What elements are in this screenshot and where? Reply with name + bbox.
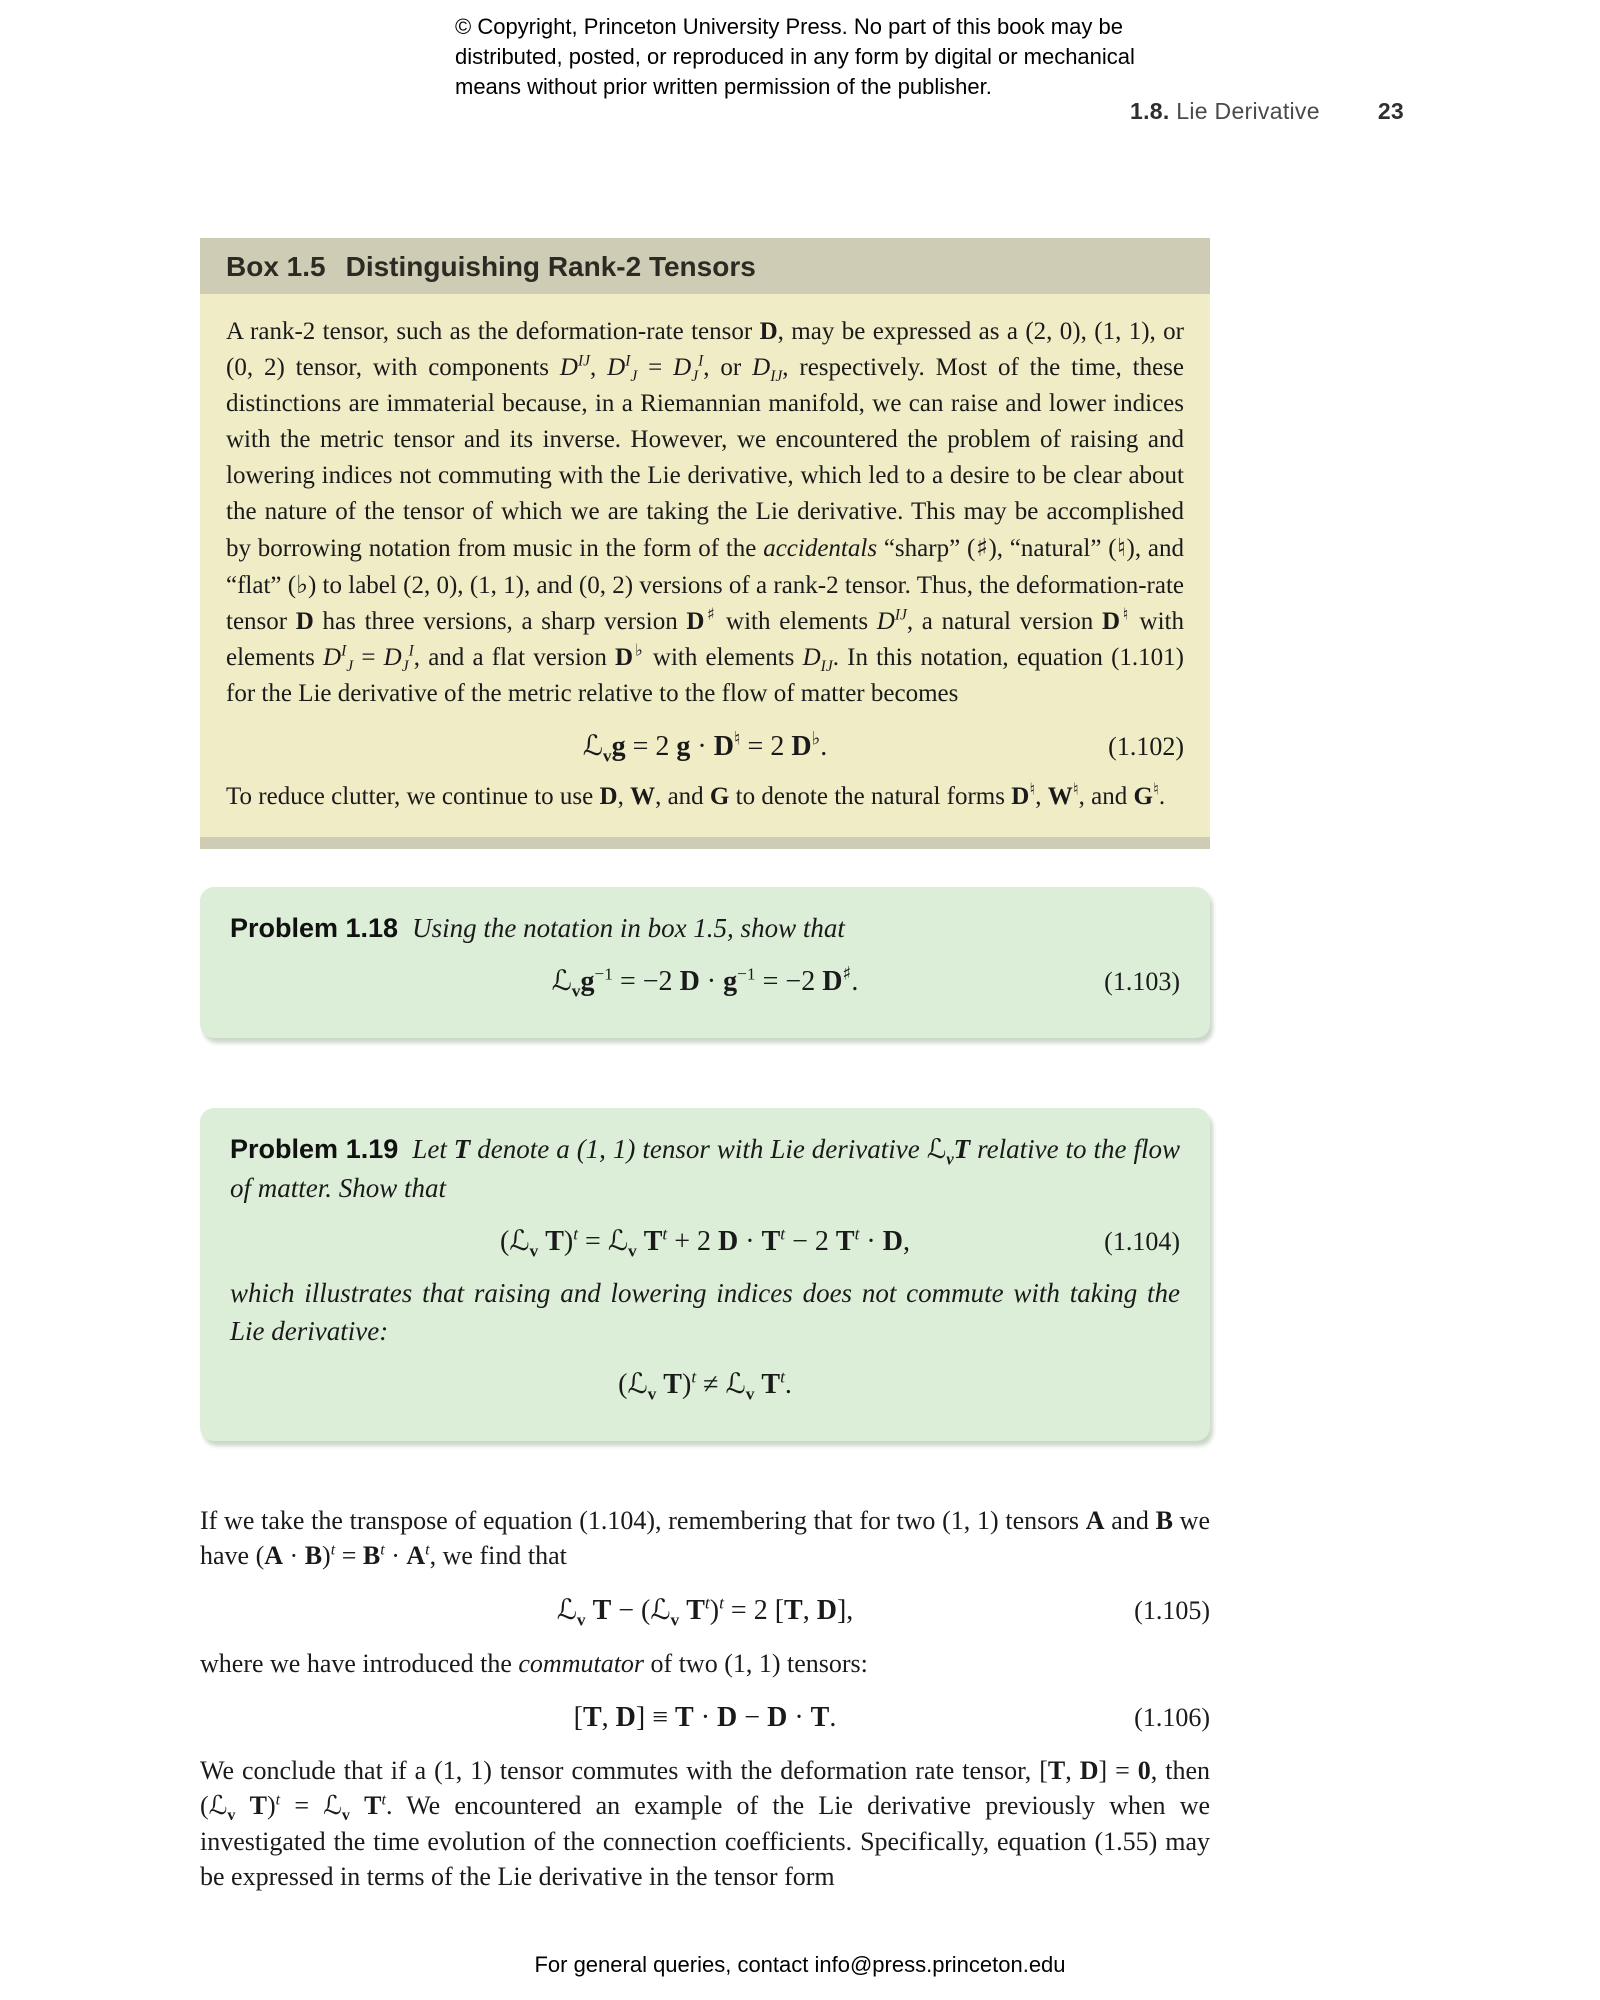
box-paragraph: A rank-2 tensor, such as the deformation-rate tensor D, may be expressed as a (2, 0), (1, 1), or (0, 2) tensor, with components $D^{IJ}$, $D^I_J = D_J^I$, or $D_{IJ}$, respectively. Most of the time, these distinctions are immaterial because, in a Riemannian manifold, we can raise and lower indices with the metric tensor and its inverse. However, we encountered the problem of raising and lowering indices not commuting with the Lie derivative, which led to a desire to be clear about the nature of the tensor of which we are taking the Lie derivative. This may be accomplished by borrowing notation from music in the form of the accidentals “sharp” (♯), “natural” (♮), and “flat” (♭) to label (2, 0), (1, 1), and (0, 2) versions of a rank-2 tensor. Thus, the deformation-rate tensor D has three versions, a sharp version D♯ with elements $D^{IJ}$, a natural version D♮ with elements $D^I_J = D_J^I$, and a flat version D♭ with elements $D_{IJ}$. In this notation, equation (1.101) for the Lie derivative of the metric relative to the flow of matter becomes [226,318,1185,707]
box-1-5 [200,238,1210,849]
equation-number: (1.102) [1108,731,1184,761]
problem-statement [230,1130,1180,1207]
problem-label: Problem 1.19 [230,1134,399,1164]
equation-body: ℒ$_v$ T − (ℒ$_v$ $T^t)^t = 2$ [T, D], [556,1593,854,1630]
problem-statement-text: Let T denote a (1, 1) tensor with Lie derivative ℒ$_v$T relative to the flow of matter. Show that [230,1134,1180,1203]
problem-statement-text: Using the notation in box 1.5, show that [412,913,845,943]
equation-1-105 [200,1590,1210,1631]
equation-body: (ℒ$_v$ T)$^t$ ≠ ℒ$_v$ $T^t$. [618,1367,792,1404]
section-number: 1.8. [1130,98,1170,124]
box-bottom-strip [200,837,1210,849]
equation-number: (1.103) [1104,966,1180,996]
problem-label: Problem 1.18 [230,913,399,943]
box-body [200,294,1210,837]
equation-body: [T, D] ≡ T · D − D · T. [573,1702,837,1733]
footer-contact: For general queries, contact info@press.princeton.edu [534,1952,1066,1977]
equation-1-102 [226,726,1184,767]
body-paragraph: We conclude that if a (1, 1) tensor commutes with the deformation rate tensor, [T, D] = 0, then (ℒ$_v$ T)$^t$ = ℒ$_v$ $T^t$. We encountered an example of the Lie derivative previously when we investigated the time evolution of the connection coefficients. Specifically, equation (1.55) may be expressed in terms of the Lie derivative in the tensor form [200,1756,1211,1891]
equation-number: (1.105) [1134,1595,1210,1625]
equation-body: ℒ$_v$g = 2 g · D♮ = 2 D♭. [582,728,828,766]
equation-1-103 [230,961,1180,1002]
box-title: Distinguishing Rank-2 Tensors [345,251,756,282]
body-paragraph: where we have introduced the commutator of two (1, 1) tensors: [200,1649,868,1678]
copyright-line: distributed, posted, or reproduced in any form by digital or mechanical [455,44,1135,69]
equation-unnumbered [230,1364,1180,1405]
equation-number: (1.106) [1134,1703,1210,1732]
problem-1-18 [200,887,1210,1038]
equation-body: (ℒ$_v$ T)$^t$ = ℒ$_v$ $T^t + 2$ $D \cdot T^t - 2$ $T^t \cdot D$, [500,1224,910,1261]
problem-1-19 [200,1108,1210,1441]
equation-body: $ℒ_vg^{-1} = -2$ $D \cdot g^{-1} = -2$ D♯. [551,963,859,1001]
text-column [200,238,1210,1894]
problem-continuation: which illustrates that raising and lowering indices does not commute with taking the Lie derivative: [230,1278,1180,1346]
equation-1-104 [230,1221,1180,1262]
copyright-notice [455,12,1135,102]
copyright-line: © Copyright, Princeton University Press. No part of this book may be [455,14,1123,39]
box-header [200,238,1210,294]
page-number: 23 [1377,98,1404,124]
equation-number: (1.104) [1104,1226,1180,1256]
problem-statement [230,909,1180,947]
copyright-line: means without prior written permission of the publisher. [455,74,992,99]
body-text [200,1503,1210,1894]
running-head [1130,98,1404,125]
section-title: Lie Derivative [1169,98,1320,124]
equation-1-106 [200,1698,1210,1738]
box-paragraph: To reduce clutter, we continue to use D, W, and G to denote the natural forms D♮, W♮, and G♮. [226,779,1166,810]
body-paragraph: If we take the transpose of equation (1.104), remembering that for two (1, 1) tensors A and B we have $(A \cdot B)^t = B^t \cdot A^t$, we find that [200,1506,1210,1570]
box-label: Box 1.5 [226,251,326,282]
